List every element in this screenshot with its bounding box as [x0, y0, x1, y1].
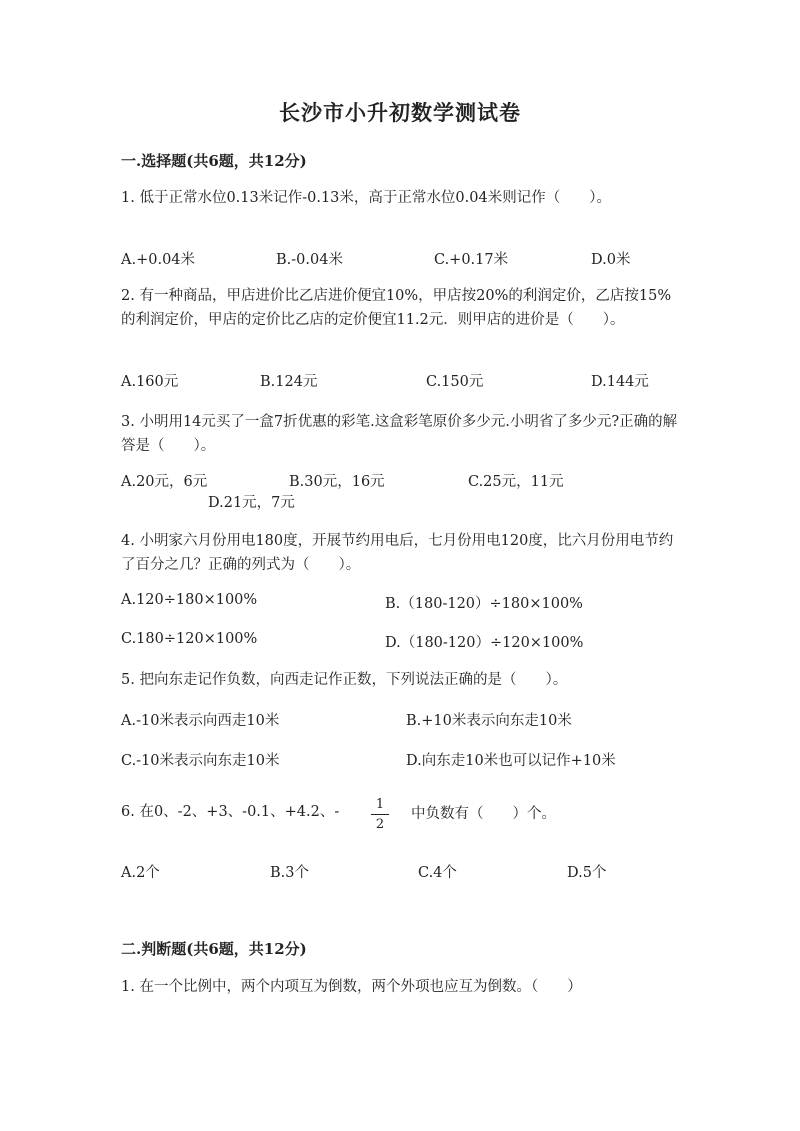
option-d[interactable]: D.（180-120）÷120×100%	[385, 635, 584, 651]
fraction-denominator: 2	[375, 817, 385, 832]
option-c[interactable]: C.150元	[426, 374, 484, 390]
option-row	[121, 861, 681, 883]
option-c[interactable]: C.25元，11元	[468, 474, 564, 490]
option-a[interactable]: A.20元，6元	[121, 474, 208, 490]
section-heading-judgment: 二.判断题(共6题，共12分)	[121, 940, 307, 958]
fraction-numerator: 1	[375, 797, 385, 812]
option-c[interactable]: C.180÷120×100%	[121, 631, 258, 647]
question-stem-tail: 中负数有（ ）个。	[411, 806, 556, 822]
option-row	[121, 592, 681, 614]
option-d[interactable]: D.21元，7元	[208, 495, 295, 511]
option-a[interactable]: A.160元	[121, 374, 179, 390]
option-a[interactable]: A.2个	[121, 865, 160, 881]
option-a[interactable]: A.+0.04米	[121, 252, 196, 268]
option-b[interactable]: B.30元，16元	[289, 474, 385, 490]
option-row	[121, 709, 681, 731]
question-stem: 4. 小明家六月份用电180度，开展节约用电后，七月份用电120度，比六月份用电节约了百分之几？正确的列式为（ ）。	[121, 533, 674, 573]
fraction-bar	[371, 814, 389, 815]
question-stem: 1. 在一个比例中，两个内项互为倒数，两个外项也应互为倒数。（ ）	[121, 979, 582, 995]
option-c[interactable]: C.4个	[418, 865, 457, 881]
question-stem: 2. 有一种商品，甲店进价比乙店进价便宜10%，甲店按20%的利润定价，乙店按15%的利润定价，甲店的定价比乙店的定价便宜11.2元．则甲店的进价是（ ）。	[121, 288, 672, 328]
option-c[interactable]: C.+0.17米	[434, 252, 509, 268]
option-row	[121, 491, 681, 513]
option-d[interactable]: D.5个	[567, 865, 607, 881]
section-heading-choice: 一.选择题(共6题，共12分)	[121, 152, 307, 170]
option-d[interactable]: D.0米	[591, 252, 631, 268]
question-stem: 5. 把向东走记作负数，向西走记作正数，下列说法正确的是（ ）。	[121, 672, 568, 688]
option-row	[121, 631, 681, 653]
fraction-one-half	[371, 797, 389, 832]
option-b[interactable]: B.+10米表示向东走10米	[406, 713, 572, 729]
question-stem: 1. 低于正常水位0.13米记作-0.13米，高于正常水位0.04米则记作（ ）。	[121, 190, 611, 206]
option-d[interactable]: D.向东走10米也可以记作+10米	[406, 753, 616, 769]
option-row	[121, 248, 681, 270]
option-a[interactable]: A.-10米表示向西走10米	[121, 713, 280, 729]
option-b[interactable]: B.124元	[260, 374, 318, 390]
exam-title: 长沙市小升初数学测试卷	[279, 100, 521, 125]
option-row	[121, 749, 681, 771]
option-row	[121, 470, 681, 492]
option-row	[121, 370, 681, 392]
option-b[interactable]: B.-0.04米	[276, 252, 343, 268]
option-b[interactable]: B.3个	[270, 865, 309, 881]
option-b[interactable]: B.（180-120）÷180×100%	[385, 596, 583, 612]
option-d[interactable]: D.144元	[591, 374, 649, 390]
question-stem: 6. 在0、-2、+3、-0.1、+4.2、-	[121, 804, 340, 820]
question-stem: 3. 小明用14元买了一盒7折优惠的彩笔.这盒彩笔原价多少元.小明省了多少元?正确的解答是（ ）。	[121, 414, 678, 454]
option-a[interactable]: A.120÷180×100%	[121, 592, 258, 608]
option-c[interactable]: C.-10米表示向东走10米	[121, 753, 280, 769]
